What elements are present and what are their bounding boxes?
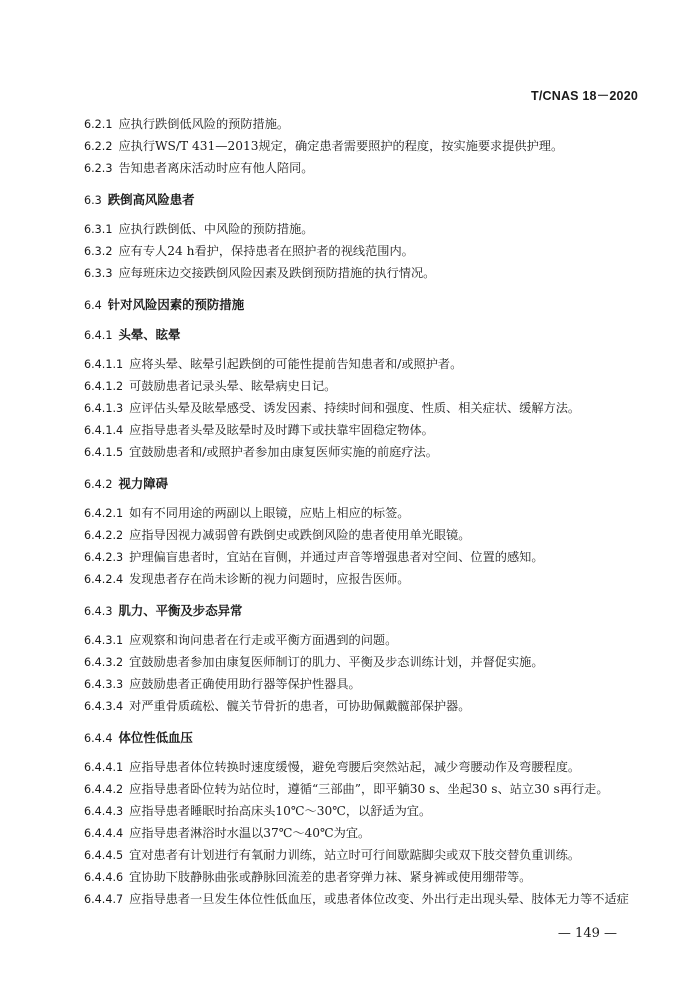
clause-item xyxy=(84,263,642,285)
clause-item xyxy=(84,823,642,845)
clause-item xyxy=(84,845,642,867)
clause-text: 应评估头晕及眩晕感受、诱发因素、持续时间和强度、性质、相关症状、缓解方法。 xyxy=(129,401,581,415)
clause-number: 6.4.4.6 xyxy=(84,871,124,884)
clause-item xyxy=(84,241,642,263)
clause-item xyxy=(84,158,642,180)
clause-item xyxy=(84,442,642,464)
clause-item xyxy=(84,757,642,779)
clause-number: 6.4.2.4 xyxy=(84,573,124,586)
clause-text: 应指导患者睡眠时抬高床头10℃～30℃，以舒适为宜。 xyxy=(129,804,432,818)
heading-text: 视力障碍 xyxy=(118,476,169,491)
clause-number: 6.4.3.2 xyxy=(84,656,124,669)
clause-text: 可鼓励患者记录头晕、眩晕病史日记。 xyxy=(129,379,337,393)
clause-number: 6.4.2.3 xyxy=(84,551,124,564)
clause-item xyxy=(84,674,642,696)
clause-text: 应指导患者体位转换时速度缓慢，避免弯腰后突然站起，减少弯腰动作及弯腰程度。 xyxy=(129,760,581,774)
clause-item xyxy=(84,889,642,911)
clause-text: 宜鼓励患者和/或照护者参加由康复医师实施的前庭疗法。 xyxy=(129,445,438,459)
clause-text: 宜鼓励患者参加由康复医师制订的肌力、平衡及步态训练计划，并督促实施。 xyxy=(129,655,544,669)
clause-item xyxy=(84,779,642,801)
clause-item xyxy=(84,354,642,376)
clause-text: 应执行跌倒低、中风险的预防措施。 xyxy=(118,222,314,236)
clause-text: 宜对患者有计划进行有氧耐力训练，站立时可行间歇踮脚尖或双下肢交替负重训练。 xyxy=(129,848,581,862)
clause-number: 6.4.4.7 xyxy=(84,893,124,906)
clause-number: 6.4.1.1 xyxy=(84,358,124,371)
clause-number: 6.4 xyxy=(84,299,102,312)
clause-item xyxy=(84,219,642,241)
section-heading xyxy=(84,474,642,494)
heading-text: 头晕、眩晕 xyxy=(118,327,181,342)
section-heading xyxy=(84,325,642,345)
clause-number: 6.4.1.4 xyxy=(84,424,124,437)
clause-number: 6.4.4.4 xyxy=(84,827,124,840)
clause-number: 6.4.4.5 xyxy=(84,849,124,862)
clause-text: 如有不同用途的两副以上眼镜，应贴上相应的标签。 xyxy=(129,506,410,520)
clause-text: 护理偏盲患者时，宜站在盲侧，并通过声音等增强患者对空间、位置的感知。 xyxy=(129,550,544,564)
clause-number: 6.4.3 xyxy=(84,605,113,618)
clause-item xyxy=(84,630,642,652)
clause-text: 对严重骨质疏松、髋关节骨折的患者，可协助佩戴髋部保护器。 xyxy=(129,699,471,713)
clause-text: 应每班床边交接跌倒风险因素及跌倒预防措施的执行情况。 xyxy=(118,266,436,280)
clause-number: 6.2.1 xyxy=(84,118,113,131)
clause-text: 应将头晕、眩晕引起跌倒的可能性提前告知患者和/或照护者。 xyxy=(129,357,463,371)
clause-item xyxy=(84,136,642,158)
clause-item xyxy=(84,801,642,823)
clause-number: 6.4.1 xyxy=(84,329,113,342)
clause-text: 应执行跌倒低风险的预防措施。 xyxy=(118,117,290,131)
clause-number: 6.4.2 xyxy=(84,478,113,491)
clause-number: 6.4.1.2 xyxy=(84,380,124,393)
clause-text: 应执行WS/T 431—2013规定，确定患者需要照护的程度，按实施要求提供护理。 xyxy=(118,139,564,153)
clause-text: 应指导患者卧位转为站位时，遵循“三部曲”，即平躺30 s、坐起30 s、站立30 s再行走。 xyxy=(129,782,609,796)
clause-text: 应观察和询问患者在行走或平衡方面遇到的问题。 xyxy=(129,633,398,647)
clause-item xyxy=(84,867,642,889)
clause-number: 6.3.2 xyxy=(84,245,113,258)
clause-item xyxy=(84,398,642,420)
clause-text: 应指导患者一旦发生体位性低血压，或患者体位改变、外出行走出现头晕、肢体无力等不适症 xyxy=(129,892,629,906)
clause-number: 6.2.3 xyxy=(84,162,113,175)
clause-number: 6.4.2.2 xyxy=(84,529,124,542)
clause-number: 6.4.3.1 xyxy=(84,634,124,647)
clause-number: 6.4.4.3 xyxy=(84,805,124,818)
document-code: T/CNAS 18－2020 xyxy=(530,89,638,103)
clause-number: 6.4.3.3 xyxy=(84,678,124,691)
clause-number: 6.4.4.1 xyxy=(84,761,124,774)
heading-text: 肌力、平衡及步态异常 xyxy=(118,603,243,618)
heading-text: 体位性低血压 xyxy=(118,730,193,745)
clause-item xyxy=(84,420,642,442)
clause-number: 6.4.1.3 xyxy=(84,402,124,415)
clause-number: 6.3.3 xyxy=(84,267,113,280)
clause-item xyxy=(84,525,642,547)
clause-number: 6.3.1 xyxy=(84,223,113,236)
heading-text: 针对风险因素的预防措施 xyxy=(107,297,245,312)
clause-item xyxy=(84,114,642,136)
clause-text: 宜协助下肢静脉曲张或静脉回流差的患者穿弹力袜、紧身裤或使用绷带等。 xyxy=(129,870,532,884)
document-body xyxy=(84,114,642,911)
section-heading xyxy=(84,295,642,315)
clause-number: 6.4.1.5 xyxy=(84,446,124,459)
clause-text: 应鼓励患者正确使用助行器等保护性器具。 xyxy=(129,677,361,691)
page-number: — 149 — xyxy=(557,926,617,941)
clause-item xyxy=(84,376,642,398)
clause-item xyxy=(84,696,642,718)
clause-text: 发现患者存在尚未诊断的视力问题时，应报告医师。 xyxy=(129,572,410,586)
clause-number: 6.4.4.2 xyxy=(84,783,124,796)
clause-number: 6.4.3.4 xyxy=(84,700,124,713)
clause-item xyxy=(84,569,642,591)
clause-text: 告知患者离床活动时应有他人陪同。 xyxy=(118,161,314,175)
clause-item xyxy=(84,547,642,569)
heading-text: 跌倒高风险患者 xyxy=(107,192,195,207)
clause-item xyxy=(84,652,642,674)
section-heading xyxy=(84,728,642,748)
clause-text: 应指导因视力减弱曾有跌倒史或跌倒风险的患者使用单光眼镜。 xyxy=(129,528,471,542)
section-heading xyxy=(84,601,642,621)
clause-number: 6.4.4 xyxy=(84,732,113,745)
section-heading xyxy=(84,190,642,210)
clause-text: 应有专人24 h看护，保持患者在照护者的视线范围内。 xyxy=(118,244,414,258)
clause-number: 6.4.2.1 xyxy=(84,507,124,520)
clause-item xyxy=(84,503,642,525)
clause-number: 6.2.2 xyxy=(84,140,113,153)
clause-text: 应指导患者淋浴时水温以37℃～40℃为宜。 xyxy=(129,826,371,840)
clause-text: 应指导患者头晕及眩晕时及时蹲下或扶靠牢固稳定物体。 xyxy=(129,423,434,437)
clause-number: 6.3 xyxy=(84,194,102,207)
